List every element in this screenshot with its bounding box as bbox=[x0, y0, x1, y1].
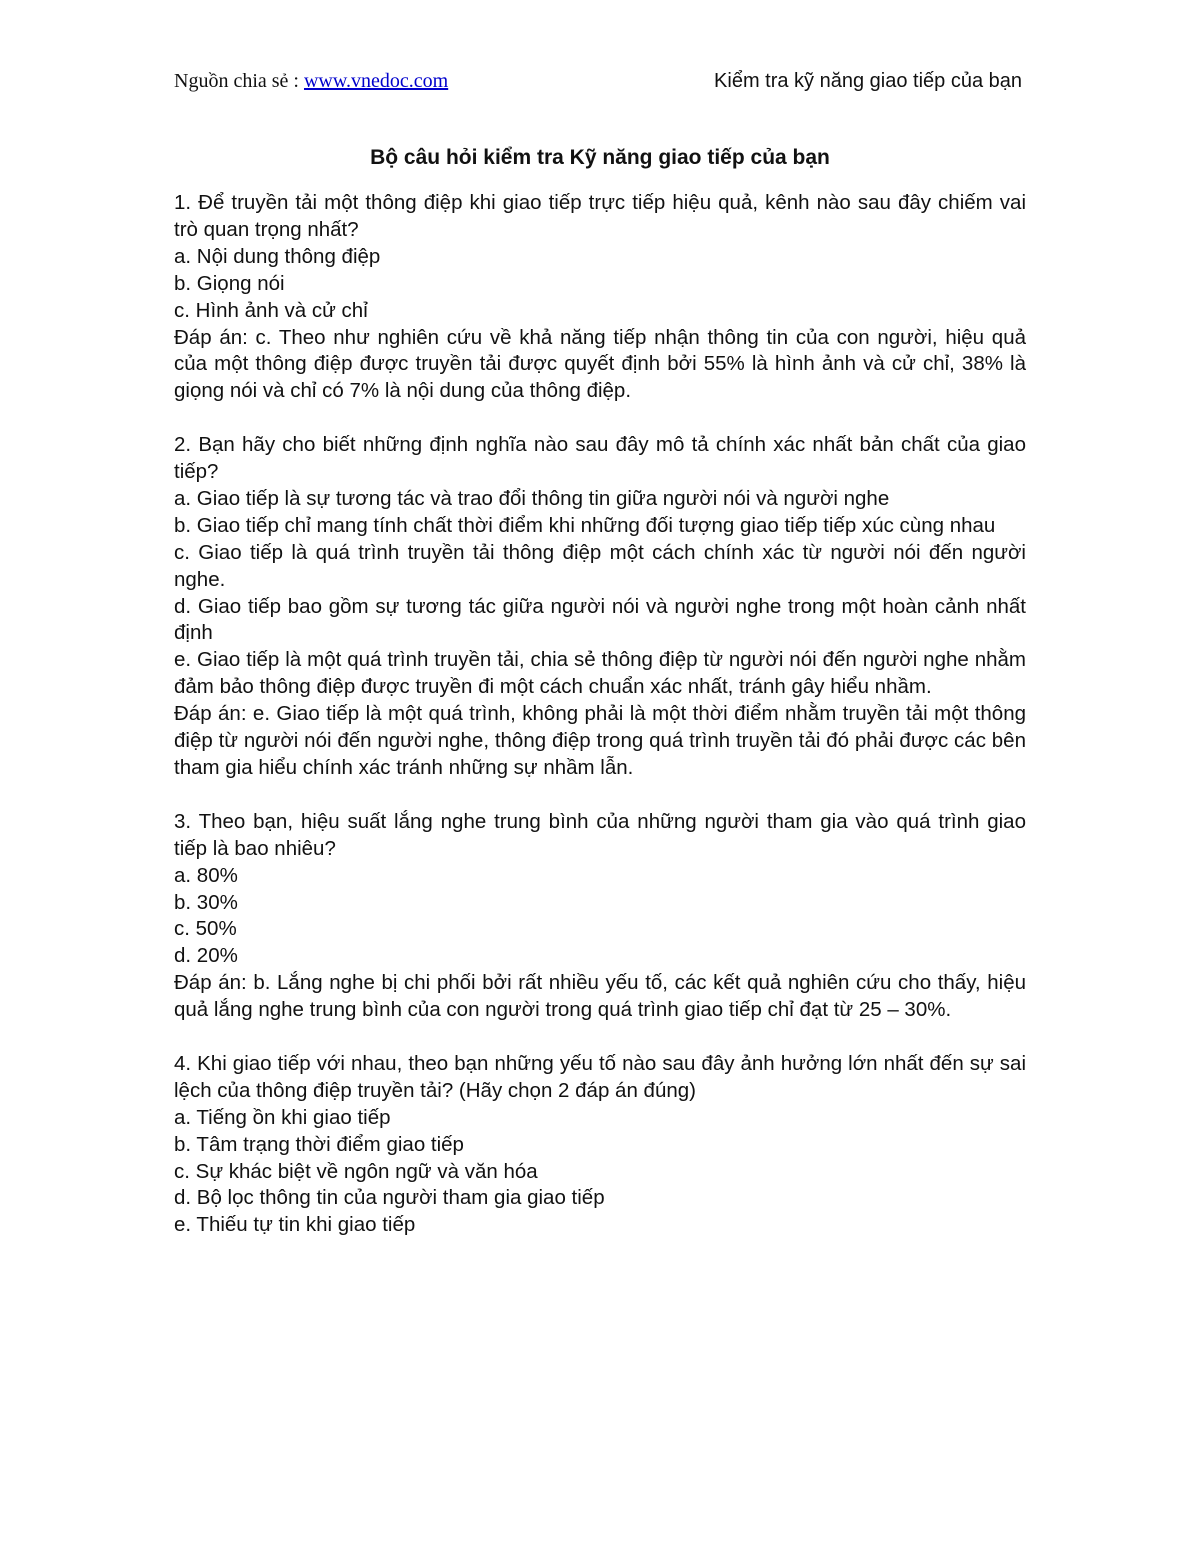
document-title: Bộ câu hỏi kiểm tra Kỹ năng giao tiếp của bạn bbox=[370, 146, 830, 169]
question-stem: 1. Để truyền tải một thông điệp khi giao tiếp trực tiếp hiệu quả, kênh nào sau đây chiếm vai trò quan trọng nhất? bbox=[174, 191, 1026, 241]
question-stem: 4. Khi giao tiếp với nhau, theo bạn những yếu tố nào sau đây ảnh hưởng lớn nhất đến sự sai lệch của thông điệp truyền tải? (Hãy chọn 2 đáp án đúng) bbox=[174, 1051, 1026, 1102]
option-list bbox=[174, 244, 1026, 325]
answer-explanation: Đáp án: e. Giao tiếp là một quá trình, không phải là một thời điểm nhằm truyền tải một thông điệp từ người nói đến người nghe, thông điệp trong quá trình truyền tải đó phải được các bên tham gia hiểu chính xác tránh những sự nhầm lẫn. bbox=[174, 702, 1026, 780]
question-1 bbox=[174, 190, 1026, 405]
option-c: c. Giao tiếp là quá trình truyền tải thông điệp một cách chính xác từ người nói đến người nghe. bbox=[174, 540, 1026, 591]
option-e: e. Giao tiếp là một quá trình truyền tải, chia sẻ thông điệp từ người nói đến người nghe nhằm đảm bảo thông điệp được truyền đi một cách chuẩn xác nhất, tránh gây hiểu nhầm. bbox=[174, 648, 1026, 699]
option-a: a. Nội dung thông điệp bbox=[174, 244, 381, 268]
source-line bbox=[174, 70, 448, 93]
option-d: d. Giao tiếp bao gồm sự tương tác giữa người nói và người nghe trong một hoàn cảnh nhất định bbox=[174, 594, 1026, 645]
source-link[interactable]: www.vnedoc.com bbox=[303, 70, 449, 92]
option-a: a. 80% bbox=[174, 863, 238, 887]
question-stem: 3. Theo bạn, hiệu suất lắng nghe trung bình của những người tham gia vào quá trình giao tiếp là bao nhiêu? bbox=[174, 809, 1026, 860]
option-d: d. 20% bbox=[174, 944, 238, 968]
option-list bbox=[174, 863, 1026, 971]
question-list bbox=[174, 190, 1026, 1239]
option-c: c. 50% bbox=[174, 917, 237, 941]
option-e: e. Thiếu tự tin khi giao tiếp bbox=[174, 1213, 416, 1237]
option-list bbox=[174, 486, 1026, 701]
option-c: c. Hình ảnh và cử chỉ bbox=[174, 298, 368, 322]
page-header bbox=[174, 70, 1026, 104]
option-list bbox=[174, 1105, 1026, 1240]
question-2 bbox=[174, 432, 1026, 782]
option-c: c. Sự khác biệt về ngôn ngữ và văn hóa bbox=[174, 1159, 538, 1183]
question-3 bbox=[174, 809, 1026, 1024]
option-b: b. Tâm trạng thời điểm giao tiếp bbox=[174, 1132, 464, 1156]
document-page bbox=[174, 70, 1026, 1266]
option-b: b. Giao tiếp chỉ mang tính chất thời điểm khi những đối tượng giao tiếp tiếp xúc cùng nhau bbox=[174, 513, 996, 537]
source-label: Nguồn chia sẻ : bbox=[174, 70, 304, 92]
option-a: a. Tiếng ồn khi giao tiếp bbox=[174, 1105, 391, 1129]
answer-explanation: Đáp án: c. Theo như nghiên cứu về khả năng tiếp nhận thông tin của con người, hiệu quả của một thông điệp được truyền tải được quyết định bởi 55% là hình ảnh và cử chỉ, 38% là giọng nói và chỉ có 7% là nội dung của thông điệp. bbox=[174, 325, 1026, 403]
option-b: b. Giọng nói bbox=[174, 271, 285, 295]
header-title: Kiểm tra kỹ năng giao tiếp của bạn bbox=[714, 70, 1022, 92]
answer-explanation: Đáp án: b. Lắng nghe bị chi phối bởi rất nhiều yếu tố, các kết quả nghiên cứu cho thấy, hiệu quả lắng nghe trung bình của con người trong quá trình giao tiếp chỉ đạt từ 25 – 30%. bbox=[174, 971, 1026, 1022]
option-b: b. 30% bbox=[174, 890, 238, 914]
option-d: d. Bộ lọc thông tin của người tham gia giao tiếp bbox=[174, 1186, 605, 1210]
option-a: a. Giao tiếp là sự tương tác và trao đổi thông tin giữa người nói và người nghe bbox=[174, 486, 890, 510]
question-stem: 2. Bạn hãy cho biết những định nghĩa nào sau đây mô tả chính xác nhất bản chất của giao tiếp? bbox=[174, 433, 1026, 484]
question-4 bbox=[174, 1051, 1026, 1239]
